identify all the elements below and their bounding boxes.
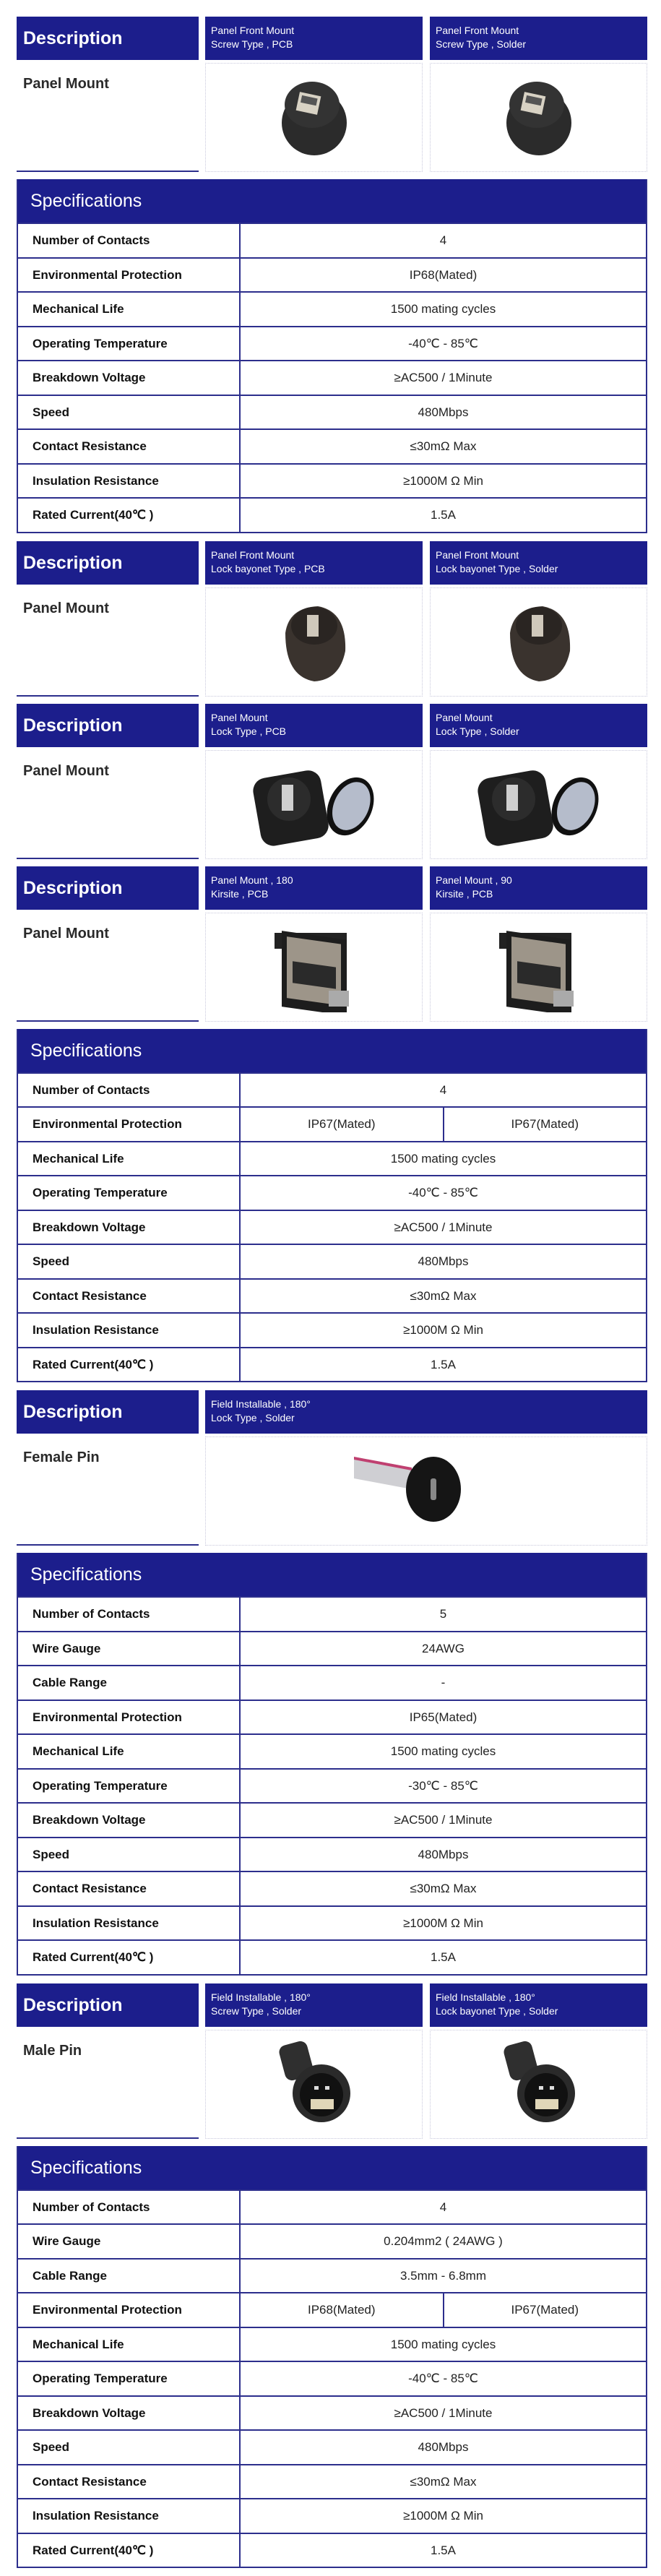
spec-value: 1.5A xyxy=(431,508,456,522)
product-image[interactable] xyxy=(430,63,647,172)
product-card[interactable] xyxy=(205,866,423,1022)
spec-row xyxy=(18,2189,646,2224)
spec-row xyxy=(18,1596,646,1631)
product-title-line2: Kirsite , PCB xyxy=(436,887,493,900)
category-label: Panel Mount xyxy=(23,925,109,942)
divider xyxy=(17,171,199,172)
plug-connector-icon xyxy=(275,2036,354,2133)
description-header: Description xyxy=(17,1983,199,2027)
spec-values xyxy=(241,1314,646,1347)
product-title xyxy=(430,866,647,910)
spec-values xyxy=(241,2431,646,2464)
spec-label: Contact Resistance xyxy=(18,1280,241,1313)
product-card[interactable] xyxy=(205,1983,423,2139)
spec-row xyxy=(18,2327,646,2361)
spec-value: -30℃ - 85℃ xyxy=(408,1778,478,1793)
flip-cap-connector-icon xyxy=(249,756,379,853)
category-label: Male Pin xyxy=(23,2042,82,2059)
spec-value: -40℃ - 85℃ xyxy=(408,2372,478,2385)
spec-row xyxy=(18,395,646,429)
product-title-line1: Field Installable , 180° xyxy=(436,1991,535,2003)
plug-connector-icon xyxy=(499,2036,579,2133)
spec-row xyxy=(18,1802,646,1837)
product-title xyxy=(205,1983,423,2027)
spec-label: Number of Contacts xyxy=(18,224,241,257)
description-header: Description xyxy=(17,1390,199,1434)
specifications-header: Specifications xyxy=(18,1553,646,1596)
spec-label: Breakdown Voltage xyxy=(18,361,241,395)
spec-value: 1500 mating cycles xyxy=(390,1744,496,1758)
spec-label: Operating Temperature xyxy=(18,327,241,361)
spec-label: Insulation Resistance xyxy=(18,2499,241,2533)
product-title-line1: Field Installable , 180° xyxy=(211,1991,311,2003)
spec-value: ≥AC500 / 1Minute xyxy=(394,371,493,384)
spec-value: 1500 mating cycles xyxy=(390,1151,496,1166)
product-title-line1: Panel Mount xyxy=(436,711,493,723)
spec-label: Rated Current(40℃ ) xyxy=(18,2534,241,2567)
product-title-line2: Lock Type , Solder xyxy=(211,1412,295,1423)
divider xyxy=(17,1020,199,1022)
spec-value: IP67(Mated) xyxy=(307,1117,376,1131)
spec-label: Breakdown Voltage xyxy=(18,1804,241,1837)
spec-label: Mechanical Life xyxy=(18,2328,241,2361)
spec-values xyxy=(241,1872,646,1905)
product-title xyxy=(205,17,423,60)
spec-value: 480Mbps xyxy=(418,405,469,419)
spec-label: Speed xyxy=(18,2431,241,2464)
product-title-line2: Lock Type , PCB xyxy=(211,725,287,737)
spec-label: Mechanical Life xyxy=(18,1142,241,1176)
description-header: Description xyxy=(17,866,199,910)
spec-label: Cable Range xyxy=(18,2260,241,2293)
spec-row xyxy=(18,1072,646,1107)
spec-value: IP68(Mated) xyxy=(307,2303,376,2317)
spec-value: ≤30mΩ Max xyxy=(410,2474,477,2489)
spec-value: 1.5A xyxy=(431,1950,456,1964)
spec-row xyxy=(18,2464,646,2499)
spec-values xyxy=(241,293,646,326)
spec-row xyxy=(18,1871,646,1905)
spec-value: 0.204mm2 ( 24AWG ) xyxy=(384,2234,503,2248)
spec-value: ≥AC500 / 1Minute xyxy=(394,1813,493,1827)
spec-value: 480Mbps xyxy=(418,2440,469,2454)
spec-values xyxy=(241,1838,646,1871)
bayonet-connector-icon xyxy=(499,593,579,691)
spec-values xyxy=(241,1176,646,1210)
spec-values xyxy=(241,2260,646,2293)
spec-values xyxy=(241,2225,646,2258)
divider xyxy=(17,858,199,859)
product-title xyxy=(430,704,647,747)
spec-values xyxy=(241,2328,646,2361)
spec-row xyxy=(18,1939,646,1974)
spec-value: 4 xyxy=(439,233,447,247)
product-spec-page xyxy=(17,17,647,2576)
spec-row xyxy=(18,1141,646,1176)
product-title xyxy=(205,704,423,747)
spec-values xyxy=(241,327,646,361)
spec-row xyxy=(18,2292,646,2327)
spec-row xyxy=(18,223,646,257)
spec-value: IP68(Mated) xyxy=(409,267,478,282)
product-image[interactable] xyxy=(430,2030,647,2139)
spec-values xyxy=(241,1632,646,1666)
spec-row xyxy=(18,1312,646,1347)
spec-value: ≥1000M Ω Min xyxy=(403,2509,483,2523)
spec-label: Environmental Protection xyxy=(18,1701,241,1734)
spec-row xyxy=(18,1905,646,1940)
cable-connector-icon xyxy=(354,1446,498,1536)
spec-label: Insulation Resistance xyxy=(18,465,241,498)
spec-label: Insulation Resistance xyxy=(18,1907,241,1940)
product-title-line1: Panel Mount xyxy=(211,711,268,723)
spec-value: ≥AC500 / 1Minute xyxy=(394,2405,493,2420)
category-label: Panel Mount xyxy=(23,762,109,779)
spec-values xyxy=(241,259,646,292)
spec-value: 24AWG xyxy=(422,1641,465,1655)
spec-values xyxy=(241,1804,646,1837)
product-title xyxy=(205,541,423,585)
spec-label: Speed xyxy=(18,396,241,429)
spec-values xyxy=(241,1280,646,1313)
round-connector-icon xyxy=(275,72,354,163)
spec-row xyxy=(18,1837,646,1871)
spec-row xyxy=(18,1278,646,1313)
description-header: Description xyxy=(17,17,199,60)
specifications-table xyxy=(17,179,647,533)
spec-label: Wire Gauge xyxy=(18,1632,241,1666)
description-block xyxy=(17,704,647,859)
spec-values xyxy=(241,1211,646,1244)
spec-label: Contact Resistance xyxy=(18,1872,241,1905)
spec-values xyxy=(241,1735,646,1768)
spec-values xyxy=(241,224,646,257)
product-title xyxy=(430,17,647,60)
product-title-line2: Kirsite , PCB xyxy=(211,887,269,900)
product-card[interactable] xyxy=(430,17,647,172)
product-card[interactable] xyxy=(430,704,647,859)
product-title-line1: Panel Front Mount xyxy=(211,548,295,561)
product-title xyxy=(430,1983,647,2027)
spec-row xyxy=(18,1210,646,1244)
divider xyxy=(17,695,199,697)
kirsite-connector-icon xyxy=(271,918,358,1016)
spec-values xyxy=(241,1074,646,1107)
spec-row xyxy=(18,1347,646,1382)
spec-value: ≤30mΩ Max xyxy=(410,1288,477,1303)
category-label: Panel Mount xyxy=(23,76,109,92)
spec-value: 5 xyxy=(439,1607,447,1621)
product-title-line2: Lock Type , Solder xyxy=(436,725,519,737)
product-image[interactable] xyxy=(205,587,423,697)
flip-cap-connector-icon xyxy=(474,756,604,853)
spec-label: Rated Current(40℃ ) xyxy=(18,1941,241,1974)
spec-value: 1.5A xyxy=(431,1357,456,1371)
product-card[interactable] xyxy=(205,17,423,172)
product-title xyxy=(205,1390,647,1434)
spec-value: 1500 mating cycles xyxy=(390,2337,496,2351)
spec-label: Contact Resistance xyxy=(18,2465,241,2499)
spec-row xyxy=(18,1244,646,1278)
product-title xyxy=(430,541,647,585)
spec-value: ≥1000M Ω Min xyxy=(403,1916,483,1930)
spec-value: 1.5A xyxy=(431,2543,456,2557)
spec-row xyxy=(18,2258,646,2293)
spec-values xyxy=(241,1941,646,1974)
spec-values xyxy=(241,2362,646,2395)
specifications-table xyxy=(17,2146,647,2569)
category-label: Panel Mount xyxy=(23,600,109,616)
product-title-line1: Panel Mount , 180 xyxy=(211,874,293,886)
spec-label: Insulation Resistance xyxy=(18,1314,241,1347)
spec-row xyxy=(18,257,646,292)
category-label: Female Pin xyxy=(23,1449,100,1465)
product-title-line2: Screw Type , PCB xyxy=(211,38,293,50)
spec-row xyxy=(18,1175,646,1210)
product-title-line2: Screw Type , Solder xyxy=(436,38,527,50)
spec-label: Speed xyxy=(18,1245,241,1278)
specifications-header: Specifications xyxy=(18,1029,646,1072)
spec-label: Environmental Protection xyxy=(18,259,241,292)
product-title-line1: Panel Front Mount xyxy=(211,25,295,36)
description-block xyxy=(17,17,647,172)
spec-values xyxy=(241,1245,646,1278)
spec-label: Contact Resistance xyxy=(18,430,241,463)
spec-values xyxy=(241,2191,646,2224)
product-title xyxy=(205,866,423,910)
product-title-line2: Screw Type , Solder xyxy=(211,2004,302,2017)
specifications-header: Specifications xyxy=(18,2146,646,2189)
spec-values xyxy=(241,396,646,429)
spec-label: Mechanical Life xyxy=(18,293,241,326)
kirsite-connector-icon xyxy=(496,918,582,1016)
spec-values xyxy=(241,1348,646,1382)
product-card[interactable] xyxy=(205,704,423,859)
spec-value: ≥1000M Ω Min xyxy=(403,1323,483,1337)
product-card[interactable] xyxy=(205,1390,647,1546)
spec-values xyxy=(241,499,646,532)
spec-values xyxy=(241,361,646,395)
spec-value: 1500 mating cycles xyxy=(390,302,496,316)
divider xyxy=(17,2137,199,2139)
spec-value: 4 xyxy=(439,2200,447,2214)
spec-row xyxy=(18,326,646,361)
spec-value: -40℃ - 85℃ xyxy=(408,336,478,350)
spec-row xyxy=(18,291,646,326)
spec-label: Rated Current(40℃ ) xyxy=(18,1348,241,1382)
spec-row xyxy=(18,1700,646,1734)
spec-values xyxy=(241,1108,646,1141)
spec-label: Number of Contacts xyxy=(18,1598,241,1631)
spec-value: ≥AC500 / 1Minute xyxy=(394,1220,493,1234)
spec-values xyxy=(241,1770,646,1803)
spec-value: ≤30mΩ Max xyxy=(410,1882,477,1895)
spec-row xyxy=(18,2498,646,2533)
spec-value: IP67(Mated) xyxy=(443,2293,647,2327)
description-block xyxy=(17,866,647,1022)
product-image[interactable] xyxy=(205,1436,647,1546)
spec-value: -40℃ - 85℃ xyxy=(408,1186,478,1199)
spec-row xyxy=(18,1106,646,1141)
spec-label: Environmental Protection xyxy=(18,2293,241,2327)
product-title-line2: Lock bayonet Type , Solder xyxy=(436,2004,558,2017)
spec-values xyxy=(241,2534,646,2567)
specifications-table xyxy=(17,1029,647,1383)
description-block xyxy=(17,541,647,697)
product-image[interactable] xyxy=(430,913,647,1022)
spec-row xyxy=(18,497,646,532)
spec-values xyxy=(241,1598,646,1631)
product-card[interactable] xyxy=(430,866,647,1022)
spec-row xyxy=(18,428,646,463)
spec-label: Cable Range xyxy=(18,1666,241,1700)
spec-value: - xyxy=(441,1676,446,1689)
spec-values xyxy=(241,430,646,463)
product-card[interactable] xyxy=(430,541,647,697)
spec-value: 480Mbps xyxy=(418,1847,469,1861)
description-block xyxy=(17,1983,647,2139)
product-title-line1: Panel Front Mount xyxy=(436,548,519,561)
product-image[interactable] xyxy=(205,63,423,172)
spec-label: Operating Temperature xyxy=(18,1770,241,1803)
product-title-line2: Lock bayonet Type , PCB xyxy=(211,562,325,574)
description-header: Description xyxy=(17,541,199,585)
spec-row xyxy=(18,2361,646,2395)
spec-row xyxy=(18,2395,646,2430)
specifications-header: Specifications xyxy=(18,179,646,223)
spec-label: Speed xyxy=(18,1838,241,1871)
spec-label: Operating Temperature xyxy=(18,2362,241,2395)
product-title-line1: Panel Mount , 90 xyxy=(436,874,512,886)
spec-label: Rated Current(40℃ ) xyxy=(18,499,241,532)
spec-label: Mechanical Life xyxy=(18,1735,241,1768)
spec-value: IP65(Mated) xyxy=(409,1710,478,1724)
spec-values xyxy=(241,1701,646,1734)
spec-label: Wire Gauge xyxy=(18,2225,241,2258)
product-image[interactable] xyxy=(205,750,423,859)
spec-values xyxy=(241,1666,646,1700)
product-title-line1: Panel Front Mount xyxy=(436,25,519,36)
specifications-table xyxy=(17,1553,647,1976)
spec-value: 480Mbps xyxy=(418,1254,469,1268)
spec-row xyxy=(18,1631,646,1666)
spec-label: Breakdown Voltage xyxy=(18,1211,241,1244)
spec-value: IP67(Mated) xyxy=(443,1108,647,1141)
spec-values xyxy=(241,2465,646,2499)
spec-row xyxy=(18,463,646,498)
divider xyxy=(17,1544,199,1546)
spec-row xyxy=(18,1665,646,1700)
spec-label: Number of Contacts xyxy=(18,1074,241,1107)
spec-values xyxy=(241,2499,646,2533)
spec-row xyxy=(18,1733,646,1768)
product-card[interactable] xyxy=(430,1983,647,2139)
bayonet-connector-icon xyxy=(275,593,354,691)
spec-row xyxy=(18,2533,646,2567)
spec-label: Environmental Protection xyxy=(18,1108,241,1141)
spec-values xyxy=(241,1142,646,1176)
spec-value: ≥1000M Ω Min xyxy=(403,473,483,488)
spec-value: 4 xyxy=(439,1082,447,1097)
spec-row xyxy=(18,2223,646,2258)
description-header: Description xyxy=(17,704,199,747)
spec-values xyxy=(241,465,646,498)
product-image[interactable] xyxy=(205,2030,423,2139)
spec-values xyxy=(241,2293,646,2327)
round-connector-icon xyxy=(499,72,579,163)
spec-label: Operating Temperature xyxy=(18,1176,241,1210)
product-title-line1: Field Installable , 180° xyxy=(211,1398,311,1410)
product-image[interactable] xyxy=(430,750,647,859)
spec-value: ≤30mΩ Max xyxy=(410,439,477,453)
spec-label: Breakdown Voltage xyxy=(18,2397,241,2430)
spec-label: Number of Contacts xyxy=(18,2191,241,2224)
description-block xyxy=(17,1390,647,1546)
product-image[interactable] xyxy=(430,587,647,697)
spec-row xyxy=(18,1768,646,1803)
product-card[interactable] xyxy=(205,541,423,697)
spec-values xyxy=(241,1907,646,1940)
spec-row xyxy=(18,360,646,395)
spec-row xyxy=(18,2429,646,2464)
product-image[interactable] xyxy=(205,913,423,1022)
spec-values xyxy=(241,2397,646,2430)
product-title-line2: Lock bayonet Type , Solder xyxy=(436,562,558,574)
spec-value: 3.5mm - 6.8mm xyxy=(399,2268,487,2283)
